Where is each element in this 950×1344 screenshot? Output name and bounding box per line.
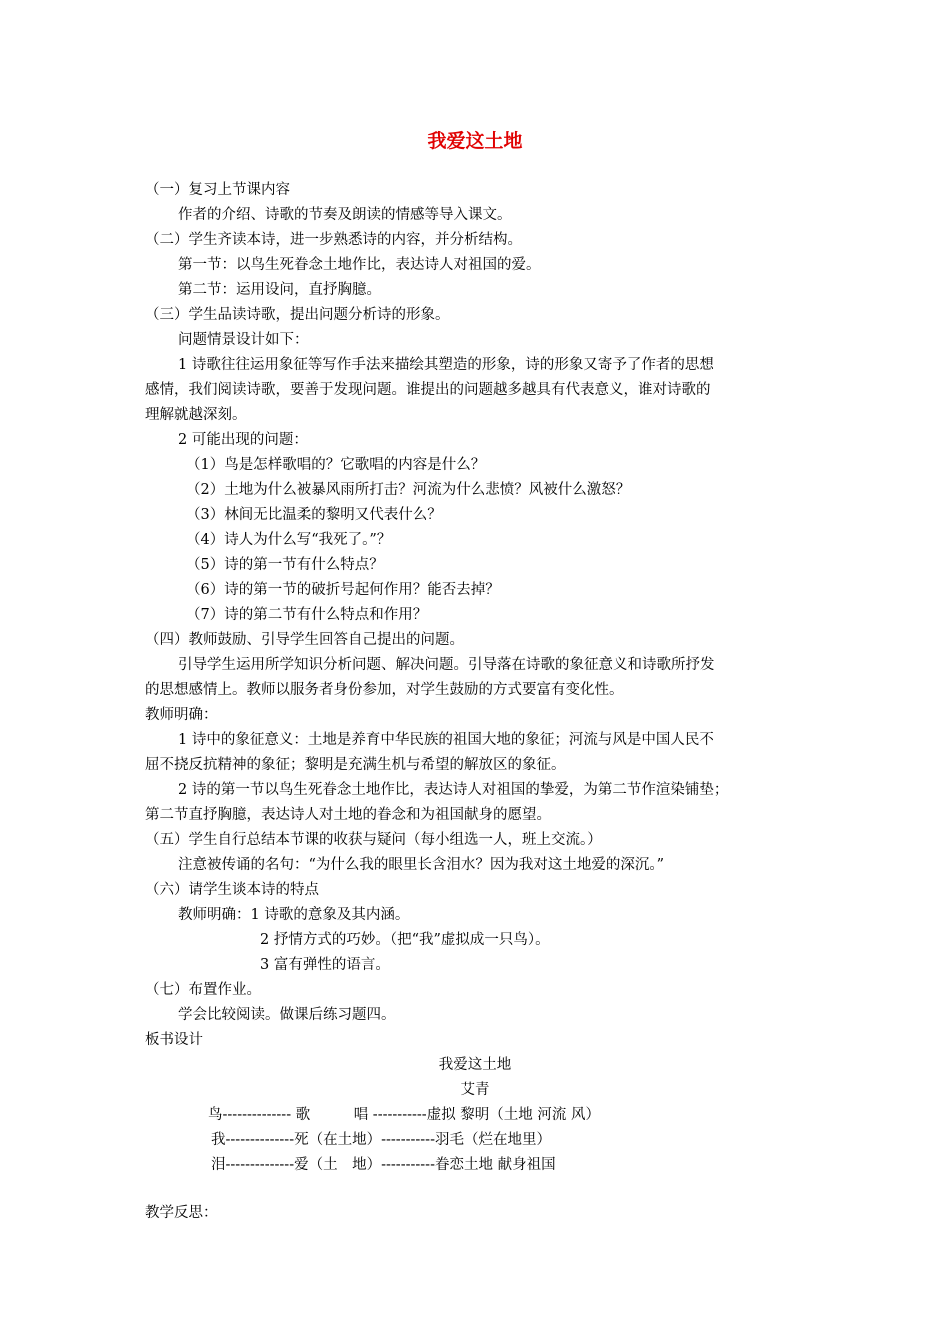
section-heading: （二）学生齐读本诗，进一步熟悉诗的内容，并分析结构。: [145, 232, 522, 248]
teaching-reflection: 教学反思：: [145, 1205, 218, 1221]
paragraph: 问题情景设计如下：: [178, 332, 309, 348]
paragraph: 2 诗的第一节以鸟生死眷念土地作比，表达诗人对祖国的挚爱，为第二节作渲染铺垫；: [178, 782, 729, 798]
paragraph: 2 可能出现的问题：: [178, 432, 308, 448]
question-item: （5）诗的第一节有什么特点？: [186, 557, 384, 573]
section-heading: （一）复习上节课内容: [145, 182, 290, 198]
section-heading: （六）请学生谈本诗的特点: [145, 882, 319, 898]
section-heading: （四）教师鼓励、引导学生回答自己提出的问题。: [145, 632, 464, 648]
paragraph: 屈不挠反抗精神的象征；黎明是充满生机与希望的解放区的象征。: [145, 757, 566, 773]
paragraph: 3 富有弹性的语言。: [260, 957, 390, 973]
board-author: 艾青: [460, 1082, 490, 1098]
paragraph: 学会比较阅读。做课后练习题四。: [178, 1007, 396, 1023]
paragraph: 第二节：运用设问，直抒胸臆。: [178, 282, 381, 298]
paragraph: 教师明确：: [145, 707, 218, 723]
section-heading: （三）学生品读诗歌，提出问题分析诗的形象。: [145, 307, 450, 323]
question-item: （6）诗的第一节的破折号起何作用？能否去掉？: [186, 582, 500, 598]
question-item: （7）诗的第二节有什么特点和作用？: [186, 607, 428, 623]
question-item: （4）诗人为什么写“我死了。”？: [186, 532, 392, 548]
board-row: 泪--------------爱（土 地）-----------眷恋土地 献身祖国: [211, 1157, 556, 1173]
paragraph: 引导学生运用所学知识分析问题、解决问题。引导落在诗歌的象征意义和诗歌所抒发: [178, 657, 715, 673]
paragraph: 作者的介绍、诗歌的节奏及朗读的情感等导入课文。: [178, 207, 512, 223]
board-row: 我--------------死（在土地）-----------羽毛（烂在地里）: [211, 1132, 551, 1148]
question-item: （1）鸟是怎样歌唱的？它歌唱的内容是什么？: [186, 457, 486, 473]
board-row: 鸟-------------- 歌 唱 -----------虚拟 黎明（土地 河流 风）: [208, 1107, 601, 1123]
paragraph: 1 诗中的象征意义：土地是养育中华民族的祖国大地的象征；河流与风是中国人民不: [178, 732, 714, 748]
paragraph: 第一节：以鸟生死眷念土地作比，表达诗人对祖国的爱。: [178, 257, 541, 273]
paragraph: 2 抒情方式的巧妙。（把“我”虚拟成一只鸟）。: [260, 932, 550, 948]
board-heading: 板书设计: [145, 1032, 203, 1048]
paragraph: 的思想感情上。教师以服务者身份参加，对学生鼓励的方式要富有变化性。: [145, 682, 624, 698]
paragraph: 1 诗歌往往运用象征等写作手法来描绘其塑造的形象，诗的形象又寄予了作者的思想: [178, 357, 714, 373]
document-title: 我爱这土地: [427, 130, 523, 152]
section-heading: （五）学生自行总结本节课的收获与疑问（每小组选一人，班上交流。）: [145, 832, 602, 848]
paragraph: 教师明确：1 诗歌的意象及其内涵。: [178, 907, 410, 923]
paragraph: 感情，我们阅读诗歌，要善于发现问题。谁提出的问题越多越具有代表意义，谁对诗歌的: [145, 382, 711, 398]
paragraph: 第二节直抒胸臆，表达诗人对土地的眷念和为祖国献身的愿望。: [145, 807, 551, 823]
paragraph: 注意被传诵的名句：“为什么我的眼里长含泪水？因为我对这土地爱的深沉。”: [178, 857, 665, 873]
board-title: 我爱这土地: [438, 1057, 512, 1073]
question-item: （3）林间无比温柔的黎明又代表什么？: [186, 507, 442, 523]
section-heading: （七）布置作业。: [145, 982, 261, 998]
question-item: （2）土地为什么被暴风雨所打击？河流为什么悲愤？风被什么激怒？: [186, 482, 631, 498]
paragraph: 理解就越深刻。: [145, 407, 247, 423]
